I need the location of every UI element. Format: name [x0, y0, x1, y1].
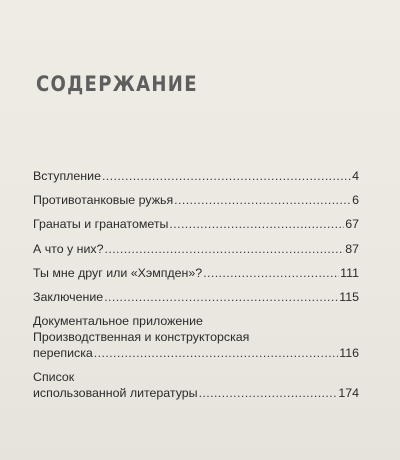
dot-leader: [174, 192, 351, 208]
toc-entry-grenades: [33, 216, 359, 232]
toc-entry-title: Противотанковые ружья: [33, 193, 174, 208]
toc-entry-title-line: Список: [33, 370, 75, 385]
dot-leader: [104, 289, 338, 305]
table-of-contents: [33, 168, 359, 410]
dot-leader: [169, 216, 344, 232]
toc-entry-what-they-have: [33, 241, 359, 257]
toc-entry-title: Заключение: [33, 289, 104, 304]
toc-entry-hampden: [33, 265, 359, 281]
dot-leader: [94, 345, 338, 361]
dot-leader: [102, 168, 351, 184]
toc-entry-title: Ты мне друг или «Хэмпден»?: [33, 265, 203, 280]
toc-entry-title: переписка: [33, 346, 93, 361]
toc-entry-page: 87: [345, 241, 359, 256]
toc-entry-appendix: [33, 313, 359, 361]
toc-entry-page: 111: [340, 265, 359, 280]
toc-entry-page: 116: [339, 346, 359, 361]
dot-leader: [203, 265, 339, 281]
page-title: СОДЕРЖАНИЕ: [36, 72, 198, 96]
dot-leader: [199, 385, 338, 401]
toc-entry-page: 174: [338, 386, 359, 401]
toc-entry-title: использованной литературы: [33, 386, 198, 401]
toc-entry-page: 67: [345, 217, 359, 232]
toc-entry-page: 115: [339, 289, 359, 304]
toc-entry-conclusion: [33, 289, 359, 305]
toc-entry-title-line: Документальное приложение: [33, 314, 203, 329]
toc-entry-page: 4: [352, 169, 359, 183]
toc-entry-bibliography: [33, 369, 359, 401]
toc-entry-page: 6: [352, 193, 359, 208]
dot-leader: [105, 241, 345, 257]
toc-entry-intro: [33, 168, 359, 184]
toc-entry-title-line: Производственная и конструкторская: [33, 330, 250, 345]
toc-entry-title: Вступление: [33, 169, 101, 183]
toc-entry-title: Гранаты и гранатометы: [33, 217, 169, 232]
toc-entry-title: А что у них?: [33, 241, 104, 256]
toc-entry-antitank-rifles: [33, 192, 359, 208]
